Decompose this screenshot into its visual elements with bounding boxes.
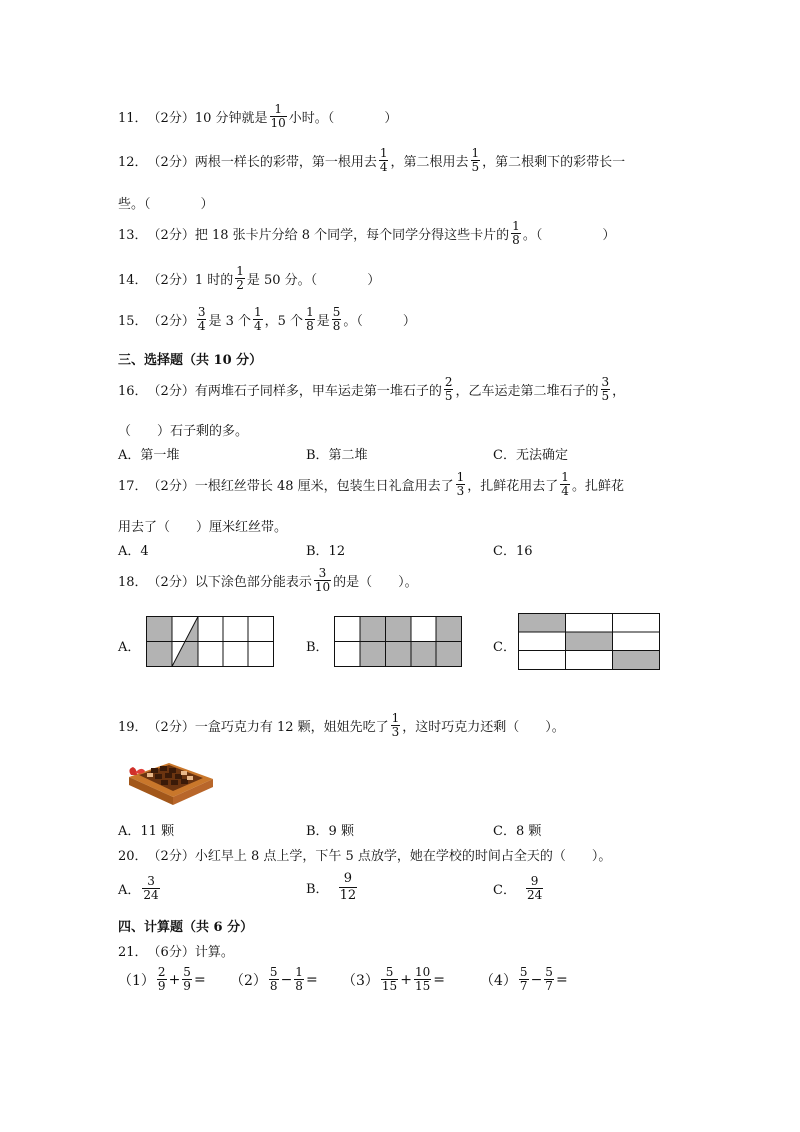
- chocolate-box-icon: [125, 755, 215, 810]
- question-11: 11． （2分） 10 分钟就是 1 10 小时。（ ）: [118, 102, 398, 130]
- fraction: 1 2: [236, 264, 244, 292]
- option-a[interactable]: A．4: [118, 544, 149, 559]
- option-c[interactable]: C．无法确定: [493, 448, 568, 463]
- fraction: 3 10: [314, 566, 331, 594]
- question-13: 13． （2分） 把 18 张卡片分给 8 个同学，每个同学分得这些卡片的 1 8 。（ ）: [118, 219, 616, 247]
- fraction: 1 5: [471, 146, 480, 174]
- calc-4: （4） 5 7 − $\frac{5}{7}$ =: [480, 965, 568, 993]
- question-12: 12． （2分） 两根一样长的彩带，第一根用去 1 4 ，第二根用去 1 5 ，第二根剩下的彩带长一: [118, 146, 626, 174]
- calc-3: （3） 5 15 + $\frac{10}{15}$ =: [342, 965, 445, 993]
- option-c[interactable]: C．8 颗: [493, 824, 542, 839]
- option-a[interactable]: A．: [118, 640, 141, 655]
- fraction: 3 24: [143, 874, 159, 902]
- option-a[interactable]: A． 3 24: [118, 874, 159, 902]
- question-15: 15． （2分） 3 4 是 3 个 1 4 ，5 个 1 8 是 5 8 。（ ）: [118, 305, 416, 333]
- calc-1: （1） 2 9 + $\frac{5}{9}$ =: [118, 965, 206, 993]
- fraction: 9 24: [526, 874, 543, 902]
- fraction: 5 8: [332, 305, 341, 333]
- option-b[interactable]: B．: [306, 640, 329, 655]
- option-b[interactable]: B．第二堆: [306, 448, 368, 463]
- option-b[interactable]: B．12: [306, 544, 346, 559]
- figure-c: [518, 613, 661, 671]
- figure-b: [334, 616, 464, 669]
- option-b[interactable]: B． 9 12: [306, 871, 357, 903]
- fraction: 2 5: [444, 375, 453, 403]
- figure-a-grid: [146, 616, 274, 667]
- fraction: 3 5: [601, 375, 610, 403]
- option-c[interactable]: C．16: [493, 544, 533, 559]
- figure-b-grid: [334, 616, 464, 673]
- question-14: 14． （2分） 1 时的 1 2 是 50 分。（ ）: [118, 264, 381, 292]
- question-20: 20． （2分） 小红早上 8 点上学，下午 5 点放学，她在学校的时间占全天的（ ）。: [118, 849, 612, 864]
- question-17: 17． （2分） 一根红丝带长 48 厘米，包装生日礼盒用去了 1 3 ，扎鲜花用去了 1 4 。扎鲜花: [118, 470, 624, 498]
- option-c[interactable]: C． 9 24: [493, 874, 543, 902]
- question-12-line2: 些。（ ）: [118, 197, 214, 212]
- fraction: 1 4: [561, 470, 569, 498]
- fraction: 1 4: [254, 305, 262, 333]
- figure-c-grid: [518, 613, 661, 675]
- option-a[interactable]: A．第一堆: [118, 448, 180, 463]
- question-19: 19． （2分） 一盒巧克力有 12 颗，姐姐先吃了 1 3 ，这时巧克力还剩（ ）。: [118, 711, 565, 739]
- question-21: 21． （6分） 计算。: [118, 945, 234, 960]
- question-18: 18． （2分） 以下涂色部分能表示 3 10 的是（ ）。: [118, 566, 418, 594]
- option-b[interactable]: B．9 颗: [306, 824, 354, 839]
- fraction: 1 10: [270, 102, 286, 130]
- question-16: 16． （2分） 有两堆石子同样多，甲车运走第一堆石子的 2 5 ，乙车运走第二堆石子的 3 5 ，: [118, 375, 626, 403]
- fraction: 1 8: [306, 305, 314, 333]
- fraction: 1 4: [379, 146, 388, 174]
- figure-a: [146, 616, 276, 669]
- chocolate-box-image: [125, 755, 215, 814]
- question-16-line2: （ ）石子剩的多。: [118, 424, 249, 439]
- option-a[interactable]: A．11 颗: [118, 824, 175, 839]
- section-heading: 四、计算题（共 6 分）: [118, 920, 254, 935]
- fraction: 3 4: [197, 305, 206, 333]
- fraction: 1 3: [456, 470, 465, 498]
- option-c[interactable]: C．: [493, 640, 516, 655]
- calc-2: （2） 5 8 − $\frac{1}{8}$ =: [230, 965, 318, 993]
- calc-row: [118, 966, 568, 993]
- fraction: 1 8: [512, 219, 520, 247]
- fraction: 1 3: [391, 711, 400, 739]
- section-heading: 三、选择题（共 10 分）: [118, 353, 263, 368]
- question-17-line2: 用去了（ ）厘米红丝带。: [118, 520, 288, 535]
- fraction: 9 12: [339, 871, 357, 903]
